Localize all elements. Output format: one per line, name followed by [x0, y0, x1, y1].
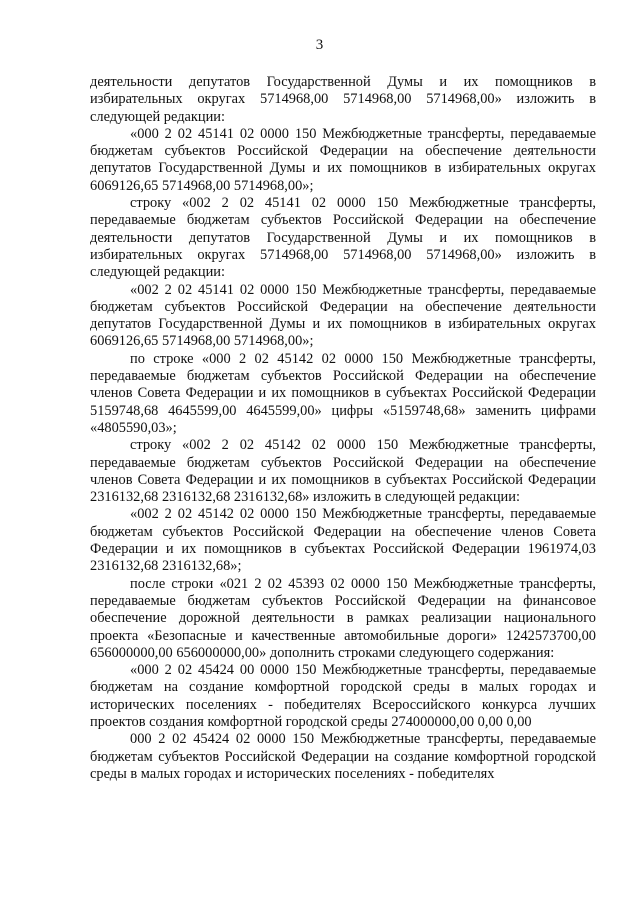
- paragraph: после строки «021 2 02 45393 02 0000 150 Межбюджетные трансферты, передаваемые бюджетам субъектов Российской Федерации на финансовое обеспечение дорожной деятельности в рамках реализации национального проекта «Безопасные и качественные автомобильные дороги» 1242573700,00 656000000,00 656000000,00» дополнить строками следующего содержания:: [90, 575, 596, 661]
- paragraph: «000 2 02 45141 02 0000 150 Межбюджетные трансферты, передаваемые бюджетам субъектов Российской Федерации на обеспечение деятельности депутатов Государственной Думы и их помощников в избирательных округах 6069126,65 5714968,00 5714968,00»;: [90, 125, 596, 194]
- paragraph: по строке «000 2 02 45142 02 0000 150 Межбюджетные трансферты, передаваемые бюджетам субъектов Российской Федерации на обеспечение членов Совета Федерации и их помощников в субъектах Российской Федерации 5159748,68 4645599,00 4645599,00» цифры «5159748,68» заменить цифрами «4805590,03»;: [90, 350, 596, 436]
- page-number: 3: [315, 37, 324, 53]
- paragraph: деятельности депутатов Государственной Думы и их помощников в избирательных округах 5714968,00 5714968,00 5714968,00» изложить в следующей редакции:: [90, 74, 596, 125]
- paragraph: строку «002 2 02 45142 02 0000 150 Межбюджетные трансферты, передаваемые бюджетам субъектов Российской Федерации на обеспечение членов Совета Федерации и их помощников в субъектах Российской Федерации 2316132,68 2316132,68 2316132,68» изложить в следующей редакции:: [90, 437, 596, 506]
- paragraph: «000 2 02 45424 00 0000 150 Межбюджетные трансферты, передаваемые бюджетам на создание комфортной городской среды в малых городах и исторических поселениях - победителях Всероссийского конкурса лучших проектов создания комфортной городской среды 274000000,00 0,00 0,00: [90, 662, 596, 730]
- paragraph: «002 2 02 45142 02 0000 150 Межбюджетные трансферты, передаваемые бюджетам субъектов Российской Федерации на обеспечение членов Совета Федерации и их помощников в субъектах Российской Федерации 1961974,03 2316132,68 2316132,68»;: [90, 506, 596, 575]
- paragraph: 000 2 02 45424 02 0000 150 Межбюджетные трансферты, передаваемые бюджетам субъектов Российской Федерации на создание комфортной городской среды в малых городах и исторических поселениях - победителях: [90, 731, 596, 782]
- document-body: [90, 74, 596, 783]
- paragraph: «002 2 02 45141 02 0000 150 Межбюджетные трансферты, передаваемые бюджетам субъектов Российской Федерации на обеспечение деятельности депутатов Государственной Думы и их помощников в избирательных округах 6069126,65 5714968,00 5714968,00»;: [90, 281, 596, 350]
- paragraph: строку «002 2 02 45141 02 0000 150 Межбюджетные трансферты, передаваемые бюджетам субъектов Российской Федерации на обеспечение деятельности депутатов Государственной Думы и их помощников в избирательных округах 5714968,00 5714968,00 5714968,00» изложить в следующей редакции:: [90, 195, 596, 281]
